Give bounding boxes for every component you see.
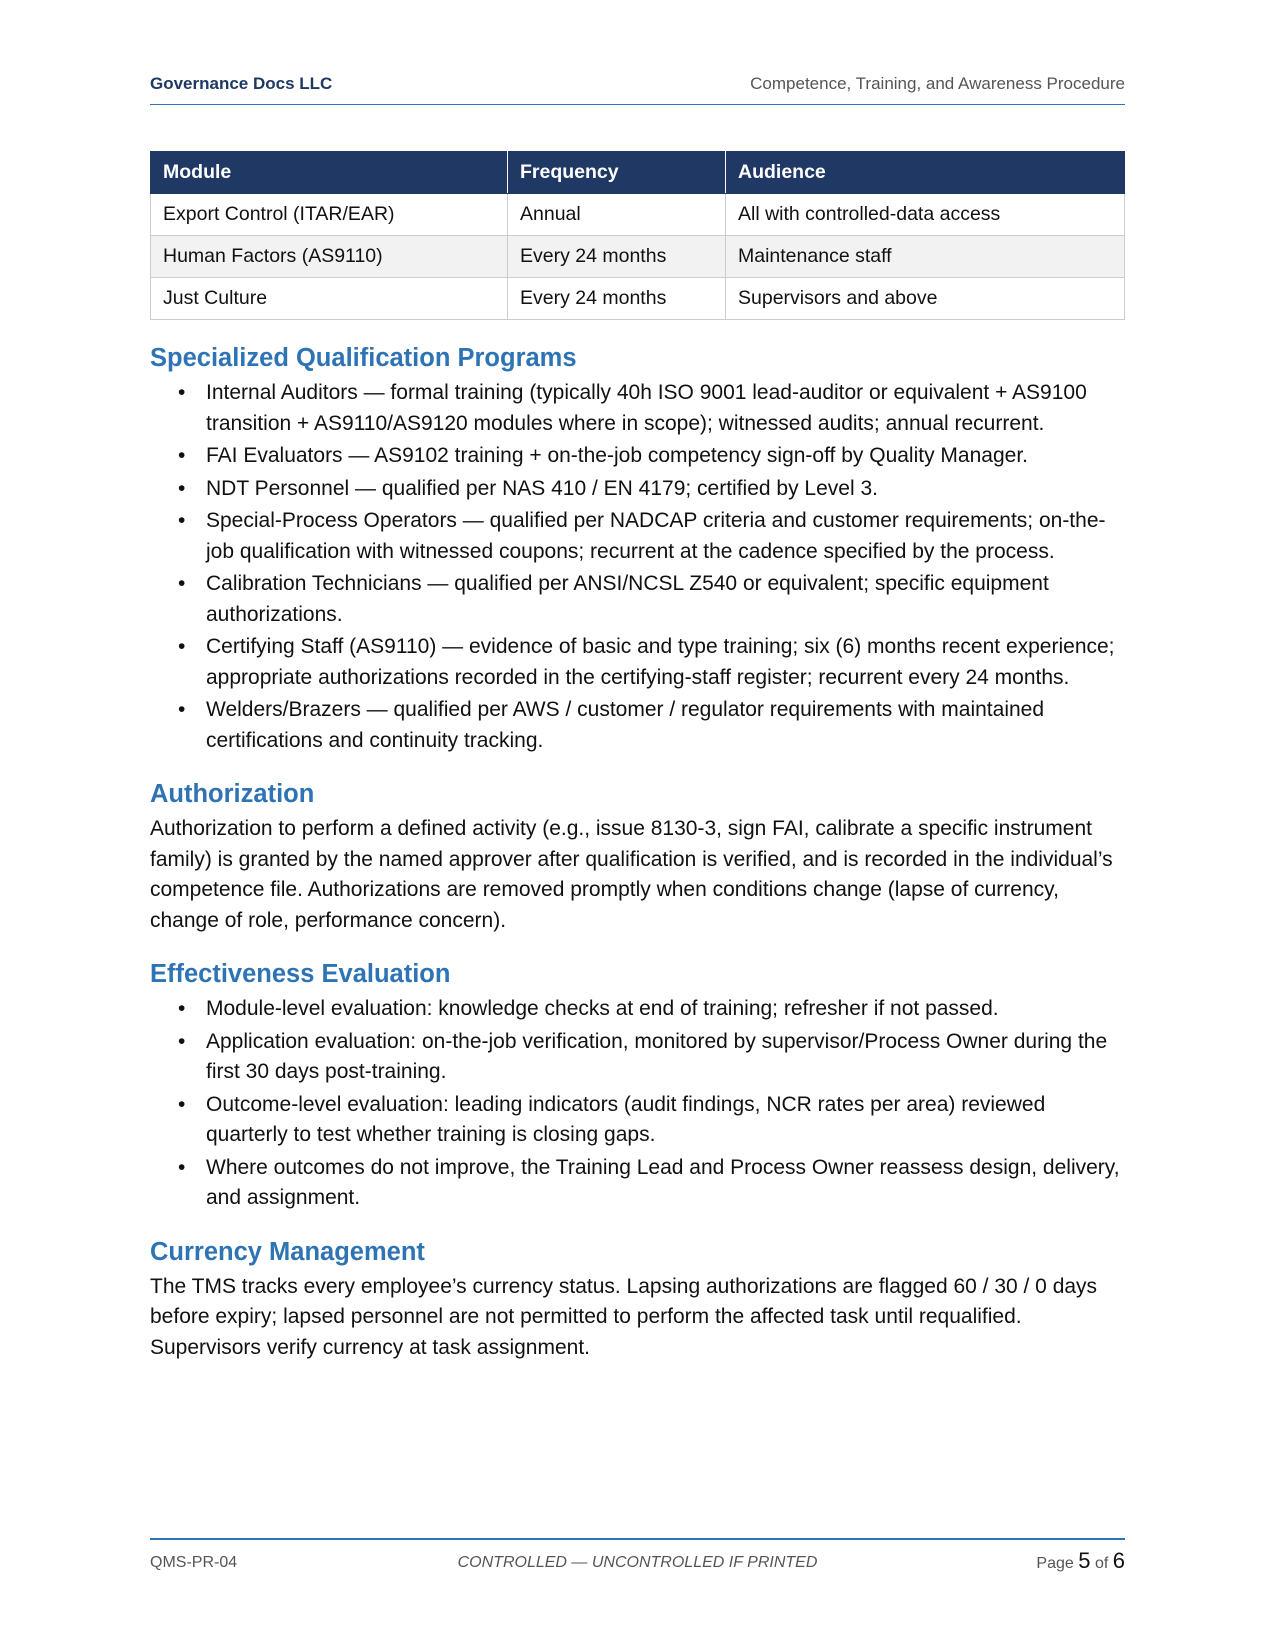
column-header-module: Module (151, 152, 508, 194)
table-row (151, 236, 1125, 278)
list-item: • Welders/Brazers — qualified per AWS / customer / regulator requirements with maintained certifications and continuity tracking. (206, 695, 1125, 756)
list-item: • Module-level evaluation: knowledge checks at end of training; refresher if not passed. (206, 994, 1125, 1025)
total-pages: 6 (1112, 1548, 1125, 1573)
list-item: • Application evaluation: on-the-job verification, monitored by supervisor/Process Owner during the first 30 days post-training. (206, 1027, 1125, 1088)
table-cell: Annual (508, 194, 726, 236)
control-notice: CONTROLLED — UNCONTROLLED IF PRINTED (457, 1554, 818, 1571)
authorization-paragraph: Authorization to perform a defined activity (e.g., issue 8130-3, sign FAI, calibrate a specific instrument family) is granted by the named approver after qualification is verified, and is recorded in the individual’s competence file. Authorizations are removed promptly when conditions change (lapse of currency, change of role, performance concern). (150, 817, 1113, 932)
effectiveness-list (150, 994, 1125, 1214)
list-item: • Outcome-level evaluation: leading indicators (audit findings, NCR rates per area) reviewed quarterly to test whether training is closing gaps. (206, 1090, 1125, 1151)
table-cell: Human Factors (AS9110) (151, 236, 508, 278)
document-id: QMS-PR-04 (150, 1554, 238, 1571)
list-item: • Special-Process Operators — qualified per NADCAP criteria and customer requirements; on-the-job qualification with witnessed coupons; recurrent at the cadence specified by the process. (206, 506, 1125, 567)
page-label: Page (1036, 1555, 1074, 1572)
section-heading-authorization: Authorization (150, 780, 315, 808)
column-header-frequency: Frequency (508, 152, 726, 194)
currency-paragraph: The TMS tracks every employee’s currency status. Lapsing authorizations are flagged 60 / 30 / 0 days before expiry; lapsed personnel are not permitted to perform the affected task until requalified. Supervisors verify currency at task assignment. (150, 1274, 1098, 1359)
list-item: • NDT Personnel — qualified per NAS 410 / EN 4179; certified by Level 3. (206, 474, 1125, 505)
table-row (151, 278, 1125, 320)
specialized-programs-list (150, 378, 1125, 756)
table-row (151, 194, 1125, 236)
table-cell: All with controlled-data access (726, 194, 1125, 236)
table-cell: Export Control (ITAR/EAR) (151, 194, 508, 236)
organization-name: Governance Docs LLC (150, 74, 333, 93)
table-cell: Supervisors and above (726, 278, 1125, 320)
column-header-audience: Audience (726, 152, 1125, 194)
section-heading-currency: Currency Management (150, 1237, 425, 1266)
list-item: • Certifying Staff (AS9110) — evidence of basic and type training; six (6) months recent experience; appropriate authorizations recorded in the certifying-staff register; recurrent every 24 months. (206, 632, 1125, 693)
table-cell: Maintenance staff (726, 236, 1125, 278)
training-modules-table (150, 151, 1125, 320)
table-header-row (151, 152, 1125, 194)
section-heading-specialized: Specialized Qualification Programs (150, 344, 577, 372)
list-item: • Internal Auditors — formal training (typically 40h ISO 9001 lead-auditor or equivalent + AS9100 transition + AS9110/AS9120 modules where in scope); witnessed audits; annual recurrent. (206, 378, 1125, 439)
table-cell: Every 24 months (508, 236, 726, 278)
of-label: of (1094, 1555, 1109, 1572)
list-item: • Calibration Technicians — qualified per ANSI/NCSL Z540 or equivalent; specific equipment authorizations. (206, 569, 1125, 630)
page-number (1036, 1548, 1125, 1574)
current-page: 5 (1078, 1548, 1091, 1573)
page-header (150, 70, 1125, 105)
document-body (150, 338, 1125, 1381)
table-cell: Just Culture (151, 278, 508, 320)
section-heading-effectiveness: Effectiveness Evaluation (150, 960, 451, 988)
document-title: Competence, Training, and Awareness Procedure (750, 74, 1125, 93)
table-cell: Every 24 months (508, 278, 726, 320)
list-item: • FAI Evaluators — AS9102 training + on-the-job competency sign-off by Quality Manager. (206, 441, 1125, 472)
page-footer (150, 1538, 1125, 1580)
list-item: • Where outcomes do not improve, the Training Lead and Process Owner reassess design, delivery, and assignment. (206, 1153, 1125, 1214)
